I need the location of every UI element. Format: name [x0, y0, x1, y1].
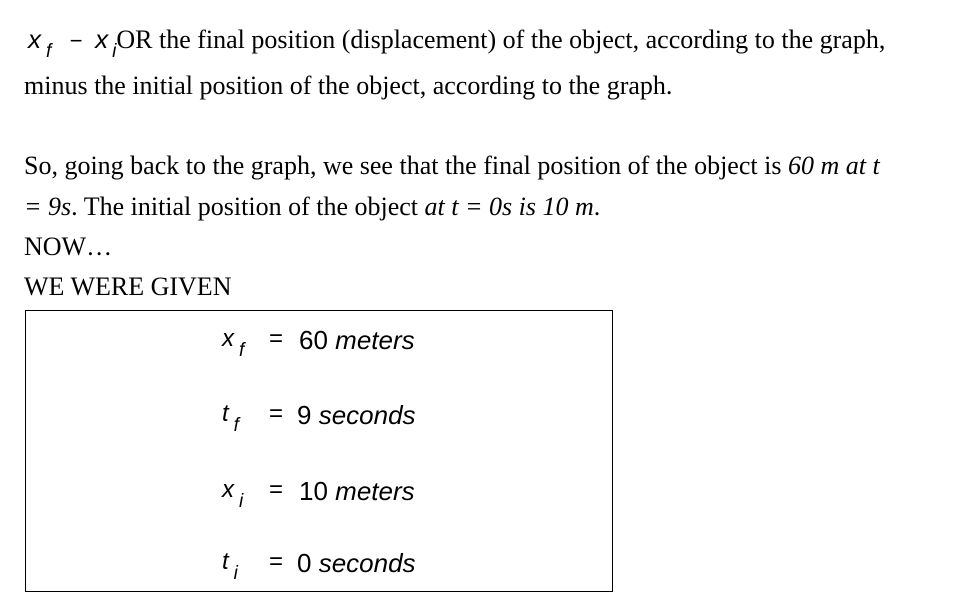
explanation-line [24, 71, 672, 101]
given-heading-text: WE WERE GIVEN [24, 272, 232, 301]
given-value [299, 325, 415, 356]
paragraph-text: So, going back to the graph, we see that the final position of the object is [24, 151, 788, 180]
given-values-box [25, 310, 613, 592]
given-value [297, 400, 416, 431]
explanation-text: minus the initial position of the object, according to the graph. [24, 71, 673, 100]
equals-sign: = [269, 548, 284, 575]
paragraph-line-1 [24, 151, 880, 181]
given-value [299, 476, 415, 507]
variable-subscript: i [233, 563, 238, 584]
variable-symbol: t [222, 548, 229, 575]
value-unit: meters [335, 325, 415, 355]
given-variable [222, 548, 238, 584]
var-x-initial [95, 24, 117, 62]
formula-line [24, 24, 886, 62]
variable-symbol: x [222, 476, 234, 503]
formula-description: OR the final position (displacement) of the object, according to the graph, [116, 25, 886, 54]
given-variable [222, 476, 244, 512]
variable-subscript: f [233, 415, 239, 436]
final-position-value: 60 m at t [787, 151, 880, 180]
value-number: 10 [299, 476, 336, 506]
minus-sign: − [69, 28, 83, 53]
paragraph-text: . The initial position of the object [71, 192, 425, 221]
equals-sign: = [269, 325, 284, 352]
variable-subscript: i [239, 491, 244, 512]
given-row-xi [26, 476, 612, 516]
given-heading [24, 272, 231, 302]
value-unit: seconds [318, 400, 416, 430]
value-number: 9 [297, 400, 319, 430]
given-row-ti [26, 548, 612, 588]
subscript-f: f [46, 41, 52, 62]
given-variable [222, 325, 245, 361]
now-label [24, 232, 112, 262]
paragraph-line-2 [24, 192, 600, 222]
given-row-xf [26, 325, 612, 365]
variable-symbol: x [222, 325, 234, 352]
equals-sign: = [269, 476, 284, 503]
given-value [297, 548, 416, 579]
value-number: 0 [297, 548, 319, 578]
value-unit: meters [335, 476, 415, 506]
given-variable [222, 400, 239, 436]
subscript-i: i [112, 41, 117, 62]
var-x: x [28, 24, 41, 54]
value-number: 60 [299, 325, 336, 355]
equals-sign: = [269, 400, 284, 427]
period: . [593, 192, 601, 221]
initial-position-value: at t = 0s is 10 m [424, 192, 594, 221]
given-row-tf [26, 400, 612, 440]
variable-subscript: f [239, 340, 245, 361]
variable-symbol: t [222, 400, 229, 427]
value-unit: seconds [318, 548, 416, 578]
final-time-value: = 9s [24, 192, 72, 221]
now-text: NOW… [24, 232, 113, 261]
var-x: x [95, 24, 109, 54]
var-x-final [28, 24, 52, 62]
